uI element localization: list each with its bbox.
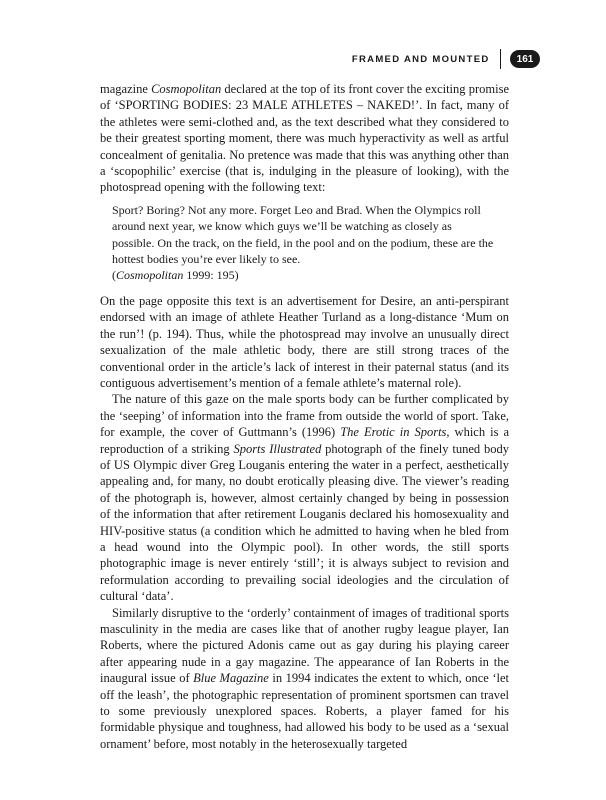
block-quote-citation [112,267,497,283]
block-quote-text: Sport? Boring? Not any more. Forget Leo and Brad. When the Olympics roll around next year, we know which guys we’ll be watching as closely as possible. On the track, on the field, in the pool and on the podium, these are the hottest bodies you’re ever likely to see. [112,202,494,267]
citation-rest: 1999: 195) [183,268,239,283]
citation-open: ( [112,268,116,283]
header-divider [500,49,502,69]
paragraph-4 [100,605,509,753]
page-number: 161 [510,50,540,68]
paragraph-1-text-a: magazine [100,82,152,96]
paragraph-4-text-b: in 1994 indicates the extent to which, once ‘let off the leash’, the photographic representation of prominent sportsmen can travel to some previously unexplored spaces. Roberts, a player famed for his formidable physique and toughness, had allowed his body to be used as a ‘sexual ornament’ before, most notably in the heterosexually targeted [100,671,509,751]
paragraph-1-text-b: declared at the top of its front cover the exciting promise of ‘SPORTING BODIES: 23 MALE ATHLETES – NAKED!’. In fact, many of the athletes were semi-clothed and, as the text described what they considered to be their greatest sporting moment, there was much hyperactivity as well as artful concealment of genitalia. No pretence was made that this was anything other than a ‘scopophilic’ exercise (that is, indulging in the pleasure of looking), with the photospread opening with the following text: [100,82,509,195]
citation-title: Cosmopolitan [116,268,184,283]
body-text [100,81,509,752]
running-header [352,48,540,70]
book-title: The Erotic in Sports [340,425,447,440]
paragraph-4-text-a: Similarly disruptive to the ‘orderly’ containment of images of traditional sports masculinity in the media are cases like that of another rugby league player, Ian Roberts, where the pictured Adonis came out as gay during his playing career after appearing nude in a gay magazine. The appearance of Ian Roberts in the inaugural issue of [100,605,509,686]
magazine-title-blue: Blue Magazine [193,671,269,686]
magazine-title-si: Sports Illustrated [233,441,322,456]
paragraph-3-text-c: photograph of the finely tuned body of US Olympic diver Greg Louganis entering the water in a perfect, aesthetically appealing and, for many, no doubt erotically pleasing dive. The viewer’s reading of the photograph is, however, almost certainly changed by being in possession of the information that after retirement Louganis declared his homosexuality and HIV-positive status (a condition which he admitted to having when he bled from a head wound into the Olympic pool). In other words, the still sports photographic image is never entirely ‘still’; it is always subject to revision and reformulation according to prevailing social ideologies and the circulation of cultural ‘data’. [100,441,509,604]
paragraph-3 [100,391,509,604]
running-head-title: FRAMED AND MOUNTED [351,53,490,65]
block-quote [112,202,497,284]
magazine-title: Cosmopolitan [151,82,222,96]
paragraph-2: On the page opposite this text is an advertisement for Desire, an anti-perspirant endorsed with an image of athlete Heather Turland as a long-distance ‘Mum on the run’! (p. 194). Thus, while the photospread may involve an unusually direct sexualization of the male athletic body, there are still strong traces of the conventional order in the article’s lack of interest in their paternal status (and its contiguous advertisement’s mention of a female athlete’s maternal role). [100,293,509,390]
paragraph-3-text-b: , which is a reproduction of a striking [100,425,509,456]
paragraph-3-text-a: The nature of this gaze on the male sports body can be further complicated by the ‘seeping’ of information into the frame from outside the world of sport. Take, for example, the cover of Guttmann’s (1996) [100,392,509,440]
paragraph-1 [100,81,509,196]
